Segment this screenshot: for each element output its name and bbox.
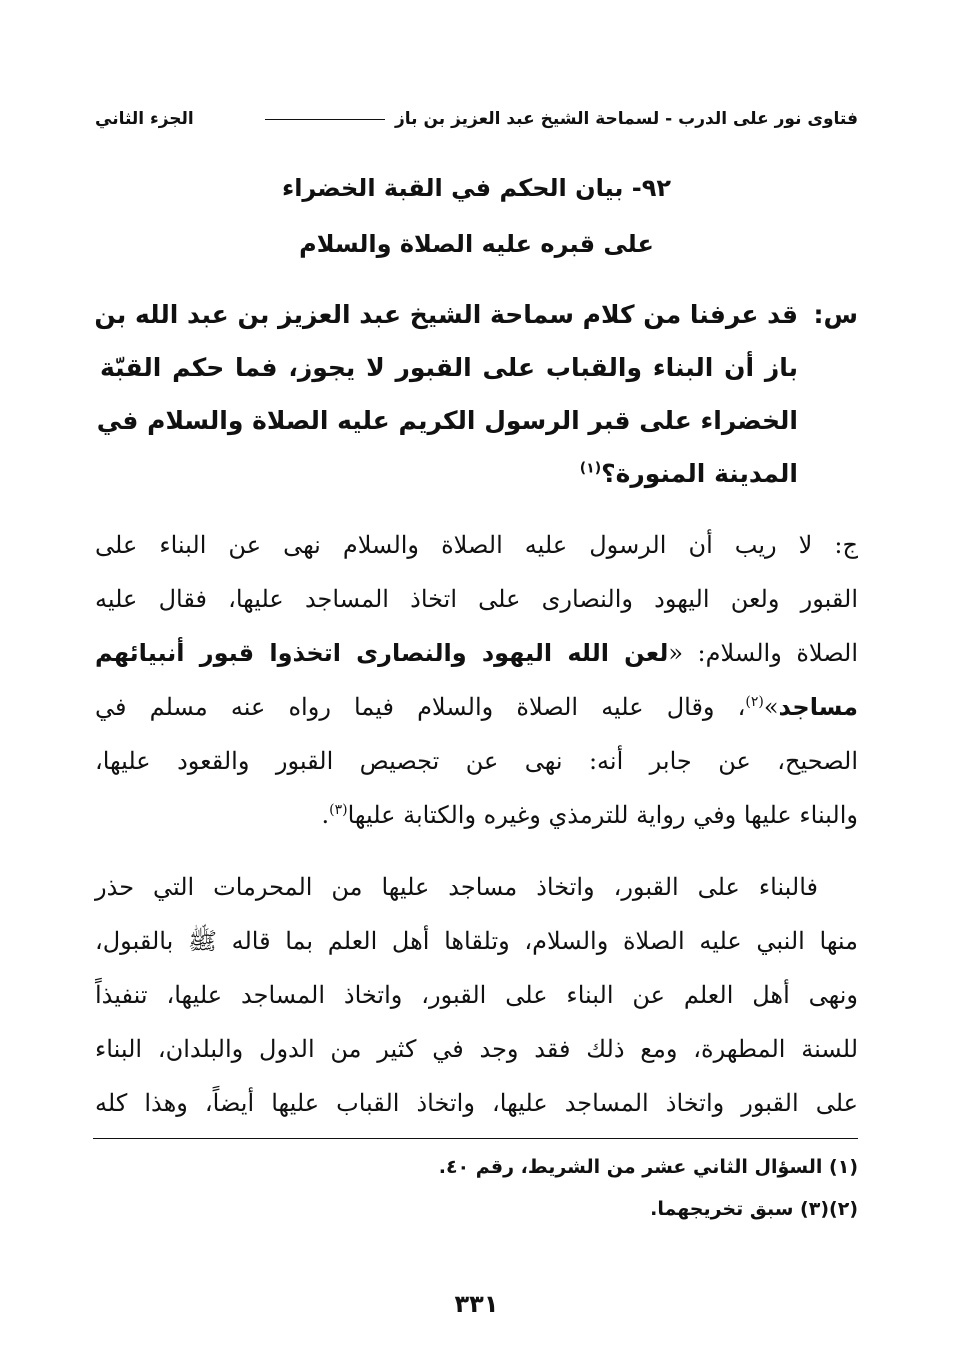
question-line: قد عرفنا من كلام سماحة الشيخ عبد العزيز بن عبد الله بن: [94, 300, 798, 329]
chapter-title-line-1: ٩٢- بيان الحكم في القبة الخضراء: [281, 174, 672, 202]
answer-line: [95, 680, 858, 734]
chapter-heading: [140, 160, 813, 272]
answer-line: ج: لا ريب أن الرسول عليه الصلاة والسلام نهى عن البناء على: [95, 531, 858, 559]
question-text: [94, 288, 798, 500]
quote-close: »: [763, 693, 779, 721]
question-line-text: المدينة المنورة؟: [601, 459, 798, 488]
answer-line: الصحيح، عن جابر أنه: نهى عن تجصيص القبور والقعود عليها،: [95, 747, 858, 775]
paragraph-line: للسنة المطهرة، ومع ذلك فقد وجد في كثير من الدول والبلدان، البناء: [95, 1035, 859, 1063]
answer-text: الصلاة والسلام: «: [668, 639, 859, 667]
question-line: الخضراء على قبر الرسول الكريم عليه الصلاة والسلام في: [96, 406, 798, 435]
body-paragraph: [95, 860, 858, 1130]
footnote-divider: [93, 1138, 858, 1139]
paragraph-line: على القبور واتخاذ المساجد عليها، واتخاذ القباب عليها أيضاً، وهذا كله: [95, 1089, 858, 1117]
footnote-1: (١) السؤال الثاني عشر من الشريط، رقم ٤٠.: [438, 1156, 858, 1178]
question-line: [100, 447, 798, 500]
answer-end: .: [321, 801, 330, 829]
question-block: [94, 288, 858, 500]
question-label: س:: [813, 300, 858, 329]
footnote-2: (٢)(٣) سبق تخريجهما.: [650, 1198, 858, 1220]
hadith-quote: لعن الله اليهود والنصارى اتخذوا قبور أنبيائهم: [95, 639, 669, 667]
paragraph-line: منها النبي عليه الصلاة والسلام، وتلقاها أهل العلم بما قاله ﷺ بالقبول،: [95, 927, 858, 955]
answer-text: ، وقال عليه الصلاة والسلام فيما رواه عنه مسلم في: [95, 693, 746, 721]
running-header: [95, 102, 858, 136]
volume-label: الجزء الثاني: [95, 109, 194, 129]
page-number: ٣٣١: [454, 1290, 499, 1318]
hadith-quote-end: مساجد: [778, 693, 858, 721]
paragraph-line: فالبناء على القبور، واتخاذ مساجد عليها من المحرمات التي حذر: [95, 873, 818, 901]
answer-line: القبور ولعن اليهود والنصارى على اتخاذ المساجد عليها، فقال عليه: [95, 585, 858, 613]
footnote-ref-3: (٣): [329, 802, 348, 818]
question-line: باز أن البناء والقباب على القبور لا يجوز، فما حكم القبّة: [100, 353, 798, 382]
book-title: فتاوى نور على الدرب - لسماحة الشيخ عبد العزيز بن باز: [395, 109, 858, 129]
paragraph-line: ونهى أهل العلم عن البناء على القبور، واتخاذ المساجد عليها، تنفيذاً: [95, 981, 858, 1009]
footnote-ref-2: (٢): [745, 694, 764, 710]
footnotes: [95, 1146, 858, 1230]
chapter-title-line-2: على قبره عليه الصلاة والسلام: [299, 230, 654, 258]
answer-line: [95, 626, 858, 680]
header-rule: [265, 119, 385, 120]
footnote-ref-1: (١): [579, 460, 602, 477]
answer-text: والبناء عليها وفي رواية للترمذي وغيره والكتابة عليها: [347, 801, 858, 829]
answer-line: [95, 788, 858, 842]
answer-paragraph: [95, 518, 858, 842]
